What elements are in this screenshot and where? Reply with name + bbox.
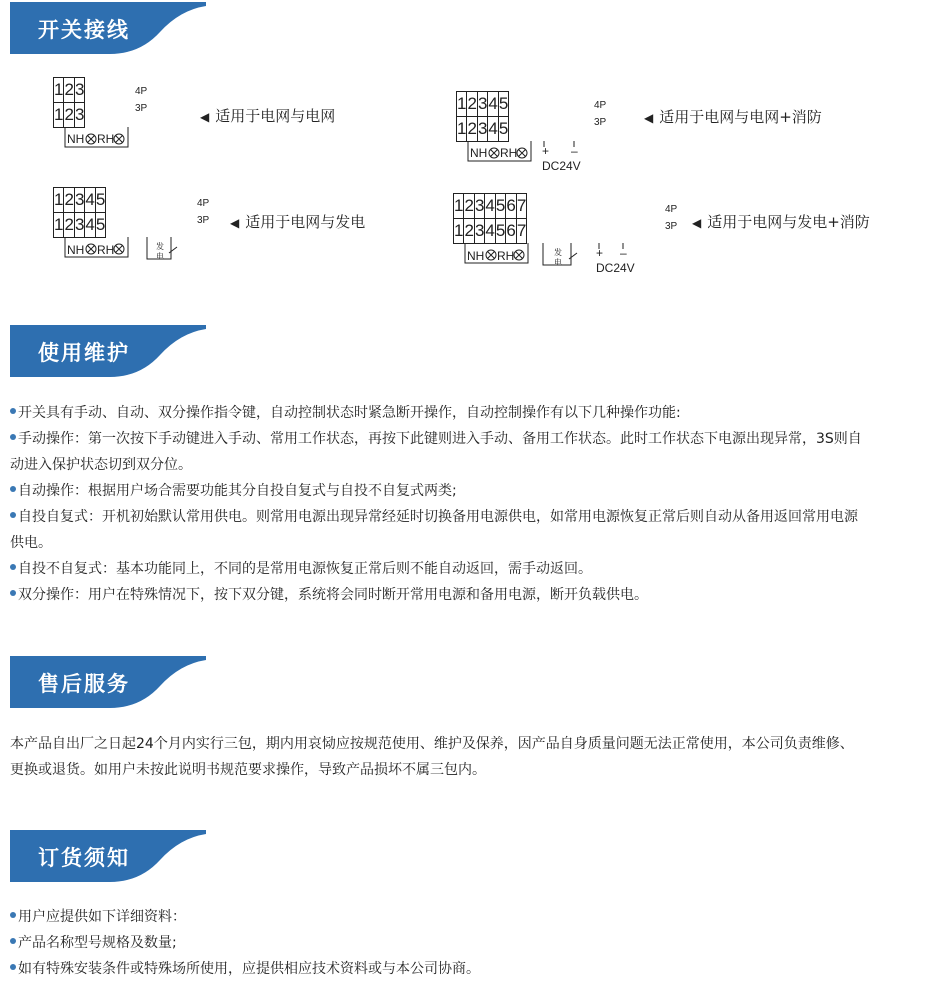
minus-label: –	[620, 246, 627, 260]
gen-label-bottom: 电	[554, 258, 562, 267]
diagram-2-description: ◀ 适用于电网与电网+消防	[644, 108, 822, 126]
section-header-wiring	[10, 2, 206, 54]
arrow-left-icon: ◀	[230, 216, 240, 230]
diagram-3-description: ◀ 适用于电网与发电	[230, 213, 366, 231]
pole-labels: 4P 3P	[594, 100, 607, 128]
pole-labels: 4P 3P	[665, 204, 678, 232]
rh-label: RH	[97, 132, 115, 146]
list-item: 自投自复式：开机初始默认常用供电。则常用电源出现异常经延时切换备用电源供电，如常用电源恢复正常后则自动从备用返回常用电源	[10, 504, 930, 530]
service-text	[10, 731, 930, 783]
arrow-left-icon: ◀	[644, 111, 654, 125]
section-title: 售后服务	[38, 672, 130, 696]
section-title: 开关接线	[38, 18, 130, 42]
list-item: 产品名称型号规格及数量;	[10, 930, 930, 956]
diagram-1-description: ◀ 适用于电网与电网	[200, 107, 336, 125]
terminal-grid: 1 2 3 4 5 1 2 3 4 5	[456, 91, 509, 142]
section-header-ordering	[10, 830, 206, 882]
terminal-grid: 1 2 3 4 5 6 7 1 2 3 4 5 6 7	[453, 193, 527, 244]
lamp-wiring	[53, 127, 133, 157]
diagram-4-description: ◀ 适用于电网与发电+消防	[692, 213, 870, 231]
rh-label: RH	[497, 249, 515, 263]
arrow-left-icon: ◀	[692, 216, 702, 230]
list-item-continuation: 动进入保护状态切到双分位。	[10, 457, 192, 473]
gen-label-bottom: 电	[156, 252, 164, 261]
bullet-icon	[10, 434, 16, 440]
gen-label-top: 发	[156, 242, 164, 251]
minus-label: –	[571, 144, 578, 158]
terminal-grid: 1 2 3 4 5 1 2 3 4 5	[53, 187, 106, 238]
bullet-icon	[10, 564, 16, 570]
nh-label: NH	[67, 243, 85, 257]
gen-label-top: 发	[554, 248, 562, 257]
terminal-grid: 1 2 3 1 2 3	[53, 77, 85, 128]
section-title: 订货须知	[38, 846, 130, 870]
list-item: 如有特殊安装条件或特殊场所使用，应提供相应技术资料或与本公司协商。	[10, 956, 930, 982]
rh-label: RH	[97, 243, 115, 257]
section-title: 使用维护	[38, 341, 130, 365]
list-item: 开关具有手动、自动、双分操作指令键，自动控制状态时紧急断开操作，自动控制操作有以下几种操作功能:	[10, 400, 930, 426]
service-line: 本产品自出厂之日起24个月内实行三包，期内用哀恸应按规范使用、维护及保养，因产品自身质量问题无法正常使用，本公司负责维修、	[10, 736, 854, 752]
bullet-icon	[10, 590, 16, 596]
list-item: 自动操作：根据用户场合需要功能其分自投自复式与自投不自复式两类;	[10, 478, 930, 504]
list-item: 自投不自复式：基本功能同上，不同的是常用电源恢复正常后则不能自动返回，需手动返回。	[10, 556, 930, 582]
bullet-icon	[10, 512, 16, 518]
bullet-icon	[10, 938, 16, 944]
pole-labels: 4P 3P	[135, 86, 148, 114]
nh-label: NH	[67, 132, 85, 146]
pole-labels: 4P 3P	[197, 198, 210, 226]
nh-label: NH	[470, 146, 488, 160]
ordering-list	[10, 904, 930, 982]
service-line: 更换或退货。如用户未按此说明书规范要求操作，导致产品损坏不属三包内。	[10, 762, 486, 778]
dc-label: DC24V	[596, 261, 635, 275]
plus-label: +	[542, 144, 550, 158]
section-header-service	[10, 656, 206, 708]
bullet-icon	[10, 408, 16, 414]
rh-label: RH	[500, 146, 518, 160]
bullet-icon	[10, 964, 16, 970]
arrow-left-icon: ◀	[200, 110, 210, 124]
list-item: 用户应提供如下详细资料：	[10, 904, 930, 930]
list-item-continuation: 供电。	[10, 535, 52, 551]
maintenance-list	[10, 400, 930, 608]
bullet-icon	[10, 912, 16, 918]
dc-label: DC24V	[542, 159, 581, 173]
list-item: 双分操作：用户在特殊情况下，按下双分键，系统将会同时断开常用电源和备用电源，断开负载供电。	[10, 582, 930, 608]
nh-label: NH	[467, 249, 485, 263]
section-header-maintenance	[10, 325, 206, 377]
plus-label: +	[596, 246, 604, 260]
bullet-icon	[10, 486, 16, 492]
list-item: 手动操作：第一次按下手动键进入手动、常用工作状态，再按下此键则进入手动、备用工作状态。此时工作状态下电源出现异常，3S则自	[10, 426, 930, 452]
